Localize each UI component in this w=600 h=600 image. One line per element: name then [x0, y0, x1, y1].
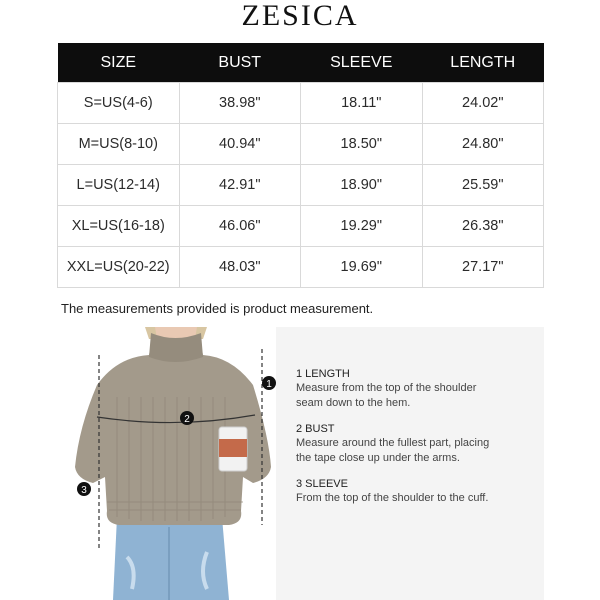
marker-3-label: 3 — [81, 485, 87, 496]
bust-title: 2 BUST — [296, 423, 335, 435]
size-cell: XXL=US(20-22) — [58, 247, 180, 288]
size-cell: L=US(12-14) — [58, 165, 180, 206]
bust-cell: 38.98" — [179, 83, 301, 124]
table-row — [58, 83, 544, 124]
sleeve-cell: 19.69" — [301, 247, 423, 288]
table-header-row — [58, 43, 544, 83]
size-chart-table — [57, 43, 544, 288]
sleeve-guide — [296, 477, 536, 506]
length-title: 1 LENGTH — [296, 368, 350, 380]
length-cell: 26.38" — [422, 206, 544, 247]
header-sleeve: SLEEVE — [301, 43, 423, 83]
sleeve-desc-line: From the top of the shoulder to the cuff. — [296, 492, 489, 504]
measurement-note: The measurements provided is product measurement. — [61, 301, 374, 316]
length-desc-line: seam down to the hem. — [296, 397, 411, 409]
length-cell: 25.59" — [422, 165, 544, 206]
length-cell: 27.17" — [422, 247, 544, 288]
length-desc-line: Measure from the top of the shoulder — [296, 382, 477, 394]
table-row — [58, 165, 544, 206]
sleeve-cell: 18.50" — [301, 124, 423, 165]
length-guide — [296, 367, 536, 411]
model-photo — [57, 327, 276, 600]
size-cell: XL=US(16-18) — [58, 206, 180, 247]
sweater-illustration — [57, 327, 276, 600]
sleeve-cell: 18.11" — [301, 83, 423, 124]
bust-desc-line: the tape close up under the arms. — [296, 452, 460, 464]
sleeve-cell: 19.29" — [301, 206, 423, 247]
brand-logo: ZESICA — [241, 0, 359, 32]
length-cell: 24.80" — [422, 124, 544, 165]
table-row — [58, 247, 544, 288]
table-row — [58, 206, 544, 247]
header-length: LENGTH — [422, 43, 544, 83]
bust-cell: 46.06" — [179, 206, 301, 247]
header-size: SIZE — [58, 43, 180, 83]
table-row — [58, 124, 544, 165]
header-bust: BUST — [179, 43, 301, 83]
measurement-guide — [276, 327, 544, 600]
bust-cell: 40.94" — [179, 124, 301, 165]
size-cell: S=US(4-6) — [58, 83, 180, 124]
length-cell: 24.02" — [422, 83, 544, 124]
bust-cell: 42.91" — [179, 165, 301, 206]
sleeve-title: 3 SLEEVE — [296, 478, 348, 490]
bust-cell: 48.03" — [179, 247, 301, 288]
size-cell: M=US(8-10) — [58, 124, 180, 165]
bust-desc-line: Measure around the fullest part, placing — [296, 437, 490, 449]
sleeve-cell: 18.90" — [301, 165, 423, 206]
marker-2-label: 2 — [184, 414, 190, 425]
marker-1-label: 1 — [266, 379, 272, 390]
coffee-sleeve — [219, 439, 247, 457]
bust-guide — [296, 422, 536, 466]
